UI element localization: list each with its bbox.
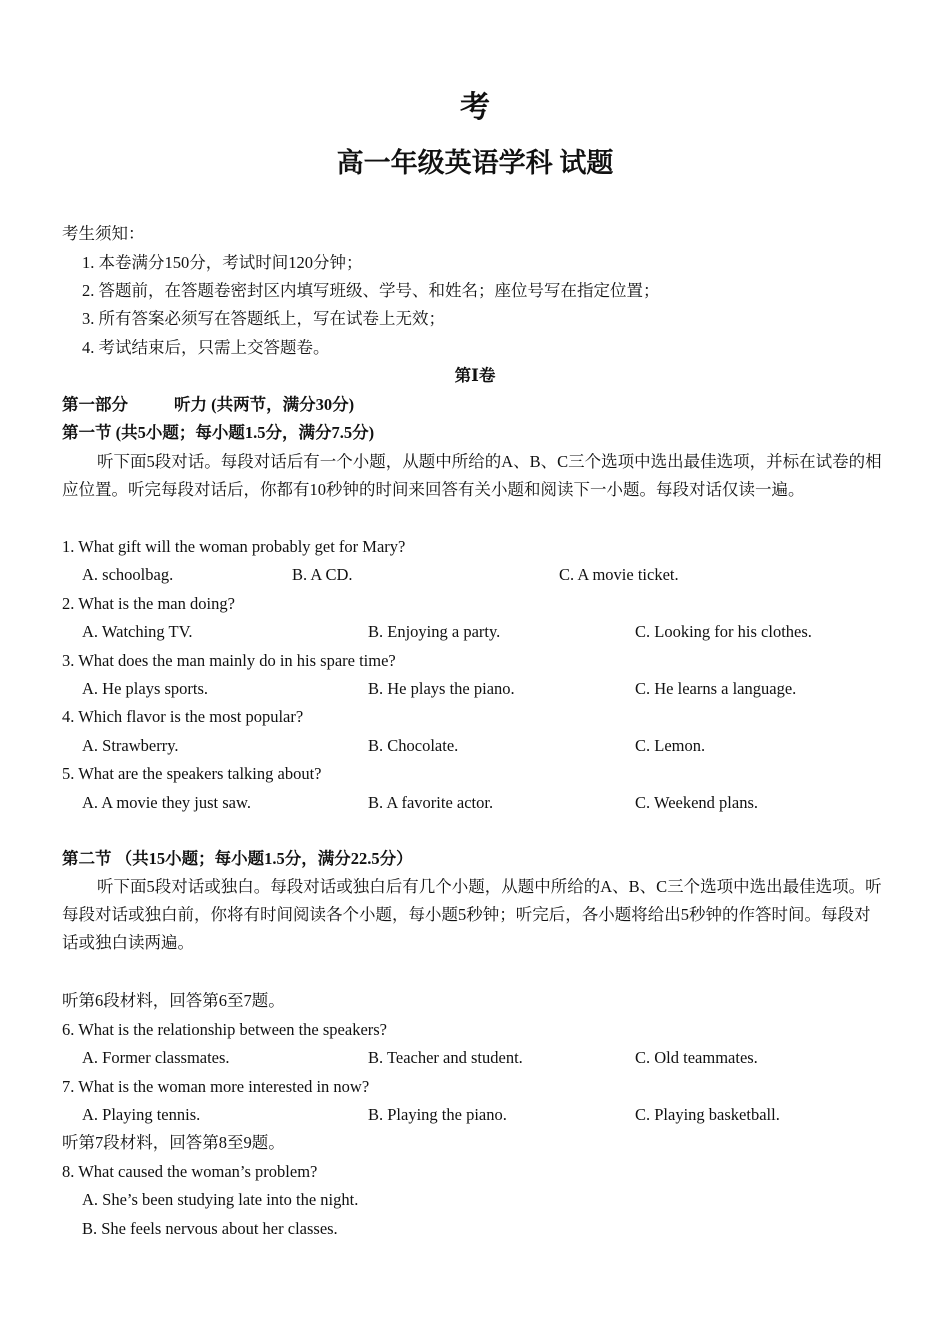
q7-option-c: C. Playing basketball.: [635, 1105, 780, 1124]
question-8: 8. What caused the woman’s problem?: [62, 1162, 318, 1181]
exam-title-top: 考: [460, 91, 490, 124]
q5-option-b: B. A favorite actor.: [368, 793, 494, 812]
q2-option-a: A. Watching TV.: [82, 622, 193, 641]
question-6: 6. What is the relationship between the speakers?: [62, 1020, 388, 1039]
q2-option-c: C. Looking for his clothes.: [635, 622, 812, 641]
section2-heading: 第二节 （共15小题；每小题1.5分，满分22.5分）: [62, 849, 413, 868]
q5-option-c: C. Weekend plans.: [635, 793, 759, 812]
q8-option-b: B. She feels nervous about her classes.: [82, 1219, 338, 1238]
question-4: 4. Which flavor is the most popular?: [62, 707, 304, 726]
q6-option-c: C. Old teammates.: [635, 1048, 758, 1067]
notice-heading: 考生须知：: [62, 224, 145, 243]
material-6-heading: 听第6段材料，回答第6至7题。: [62, 991, 285, 1010]
notice-item: 2. 答题前，在答题卷密封区内填写班级、学号、和姓名；座位号写在指定位置；: [82, 281, 660, 300]
notice-item: 3. 所有答案必须写在答题纸上，写在试卷上无效；: [82, 309, 445, 328]
q8-option-a: A. She’s been studying late into the night.: [82, 1190, 359, 1209]
question-7: 7. What is the woman more interested in now?: [62, 1077, 370, 1096]
q3-option-a: A. He plays sports.: [82, 679, 209, 698]
notice-item: 4. 考试结束后，只需上交答题卷。: [82, 338, 330, 357]
q7-option-a: A. Playing tennis.: [82, 1105, 201, 1124]
question-2: 2. What is the man doing?: [62, 594, 235, 613]
section2-instructions: 听下面5段对话或独白。每段对话或独白后有几个小题，从题中所给的A、B、C三个选项中选出最佳选项。听每段对话或独白前，你将有时间阅读各个小题，每小题5秒钟；听完后，各小题将给出5秒钟的作答时间。每段对话或独白读两遍。: [62, 877, 882, 952]
part1-title: 听力 (共两节，满分30分): [174, 395, 355, 414]
q2-option-b: B. Enjoying a party.: [368, 622, 501, 641]
q1-option-b: B. A CD.: [292, 565, 353, 584]
volume-label: 第Ⅰ卷: [454, 366, 496, 385]
q3-option-c: C. He learns a language.: [635, 679, 797, 698]
q1-option-a: A. schoolbag.: [82, 565, 174, 584]
q4-option-b: B. Chocolate.: [368, 736, 459, 755]
question-5: 5. What are the speakers talking about?: [62, 764, 322, 783]
q7-option-b: B. Playing the piano.: [368, 1105, 507, 1124]
q4-option-a: A. Strawberry.: [82, 736, 179, 755]
q3-option-b: B. He plays the piano.: [368, 679, 515, 698]
section1-heading: 第一节 (共5小题；每小题1.5分，满分7.5分): [62, 423, 375, 442]
material-7-heading: 听第7段材料，回答第8至9题。: [62, 1133, 285, 1152]
section1-instructions: 听下面5段对话。每段对话后有一个小题，从题中所给的A、B、C三个选项中选出最佳选项，并标在试卷的相应位置。听完每段对话后，你都有10秒钟的时间来回答有关小题和阅读下一小题。每段对话仅读一遍。: [62, 452, 882, 499]
notice-item: 1. 本卷满分150分，考试时间120分钟；: [82, 253, 363, 272]
question-1: 1. What gift will the woman probably get for Mary?: [62, 537, 406, 556]
q6-option-a: A. Former classmates.: [82, 1048, 230, 1067]
exam-title-main: 高一年级英语学科 试题: [336, 148, 614, 178]
part1-heading: [62, 391, 882, 419]
q4-option-c: C. Lemon.: [635, 736, 706, 755]
question-3: 3. What does the man mainly do in his spare time?: [62, 651, 396, 670]
q6-option-b: B. Teacher and student.: [368, 1048, 523, 1067]
q1-option-c: C. A movie ticket.: [559, 565, 679, 584]
q5-option-a: A. A movie they just saw.: [82, 793, 251, 812]
part1-label: 第一部分: [62, 395, 128, 414]
